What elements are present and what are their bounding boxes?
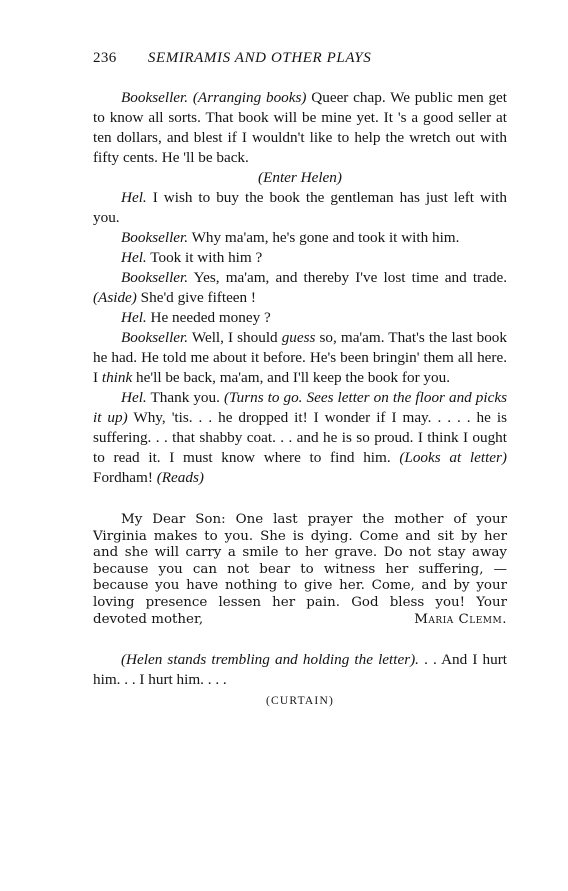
dialogue-text: Why ma'am, he's gone and took it with him. <box>188 229 460 246</box>
dialogue-text: She'd give fifteen ! <box>136 289 256 306</box>
stage-direction: (Turns to go. Sees letter on the floor and picks it up) <box>93 389 507 426</box>
speaker-name: Bookseller. <box>121 269 189 286</box>
dialogue-text: Yes, ma'am, and thereby I've lost time and trade. <box>188 269 507 286</box>
dialogue-text: I wish to buy the book the gentleman has just left with you. <box>93 189 507 226</box>
page-number: 236 <box>93 50 117 66</box>
dialogue-paragraph <box>93 388 507 488</box>
stage-direction: (Aside) <box>93 289 137 306</box>
dialogue-paragraph <box>93 168 507 188</box>
page-header <box>93 50 371 67</box>
speaker-name: Hel. <box>121 189 147 206</box>
letter-body: My Dear Son: One last prayer the mother of your Virginia makes to you. She is dying. Come and sit by her and she will carry a smile to her grave. Do not stay away because you can not bear to witness her suffering, — because you have nothing to give her. Come, and by your loving presence lessen her pain. God bless you! Your devoted mother, <box>93 512 507 627</box>
dialogue-paragraph <box>93 228 507 248</box>
stage-direction: (Reads) <box>156 469 204 486</box>
dialogue-text: Fordham! <box>93 469 157 486</box>
dialogue-text: Why, 'tis. . . he dropped it! I wonder if I may. . . . . he is suffering. . . that shabby coat. . . and he is so proud. I think I ought to read it. I must know where to find him. <box>93 409 507 466</box>
dialogue-text: Thank you. <box>146 389 224 406</box>
letter-signature: Maria Clemm. <box>414 611 507 627</box>
curtain-direction: (CURTAIN) <box>266 695 334 708</box>
letter-text <box>93 512 507 628</box>
speaker-name: Bookseller. <box>121 229 189 246</box>
speaker-name: Bookseller. <box>121 329 189 346</box>
speaker-name: Hel. <box>121 309 147 326</box>
emphasis: think <box>101 369 133 386</box>
dialogue-paragraph <box>93 88 507 168</box>
running-title: SEMIRAMIS AND OTHER PLAYS <box>147 50 372 66</box>
dialogue-text: Well, I should <box>188 329 282 346</box>
dialogue-text: Queer chap. We public men get to know all sorts. That book will be mine yet. It 's a good seller at ten dollars, and blest if I wouldn't like to help the wretch out with fifty cents. He 'll be back. <box>93 89 507 166</box>
play-text <box>93 88 507 707</box>
dialogue-text: so, ma'am. That's the last book he had. He told me about it before. He's been bringin' them all here. I <box>93 329 507 386</box>
dialogue-paragraph <box>93 248 507 268</box>
dialogue-text: He needed money ? <box>146 309 271 326</box>
speaker-name: Bookseller. <box>121 89 189 106</box>
dialogue-paragraph <box>93 268 507 308</box>
dialogue-paragraph <box>93 308 507 328</box>
stage-direction: (Looks at letter) <box>399 449 507 466</box>
stage-direction: (Arranging books) <box>192 89 307 106</box>
dialogue-paragraph <box>93 328 507 388</box>
speaker-name: Hel. <box>121 389 147 406</box>
emphasis: guess <box>281 329 316 346</box>
closing-paragraph <box>93 650 507 690</box>
dialogue-paragraph <box>93 188 507 228</box>
dialogue-text: he'll be back, ma'am, and I'll keep the book for you. <box>132 369 451 386</box>
dialogue-text: Took it with him ? <box>146 249 263 266</box>
stage-direction: (Enter Helen) <box>258 169 342 186</box>
speaker-name: Hel. <box>121 249 147 266</box>
stage-direction: (Helen stands trembling and holding the letter). <box>121 651 419 669</box>
dialogue-text: . . And I hurt him. . . I hurt him. . . . <box>93 651 507 689</box>
